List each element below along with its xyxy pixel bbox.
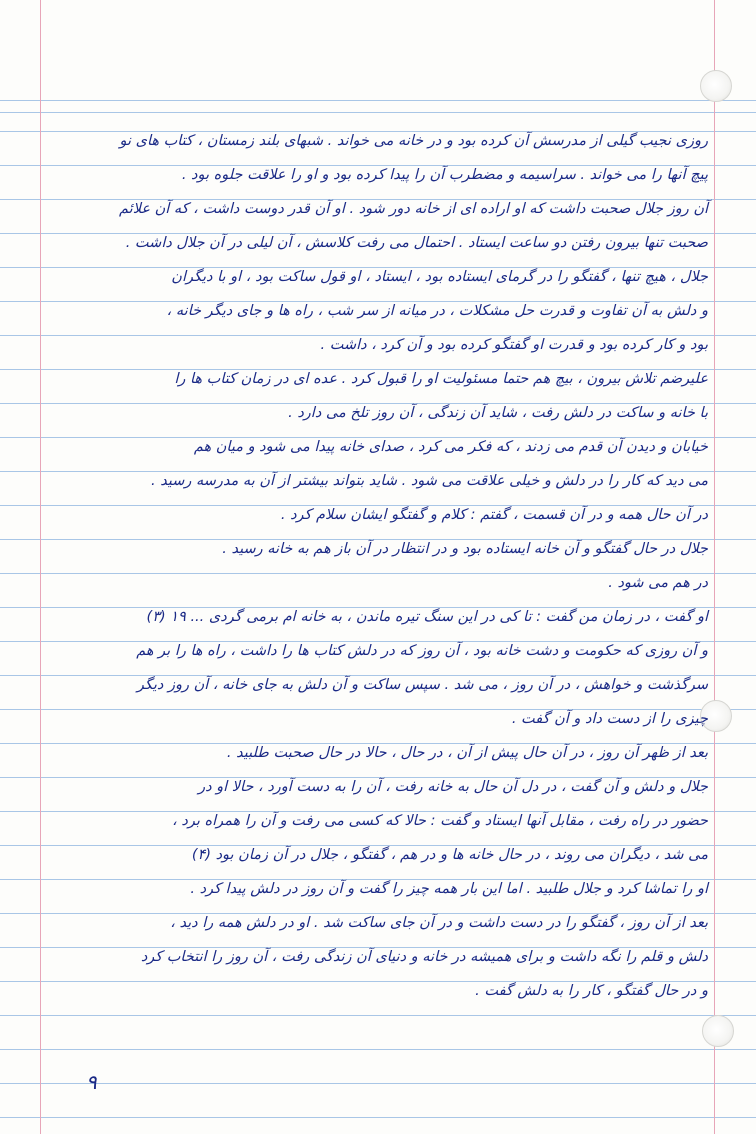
text-line: او گفت ، در زمان من گفت : تا کی در این سنگ تیره ماندن ، به خانه ام برمی گردی ... ۱۹ (۳) <box>146 609 708 625</box>
text-line: چیزی را از دست داد و آن گفت . <box>511 711 708 727</box>
top-rule <box>0 100 756 101</box>
punch-hole <box>702 1015 734 1047</box>
text-line: خیابان و دیدن آن قدم می زدند ، که فکر می کرد ، صدای خانه پیدا می شود و میان هم <box>193 439 708 455</box>
text-line: جلال و دلش و آن گفت ، در دل آن حال به خانه رفت ، آن را به دست آورد ، حالا او در <box>198 779 708 795</box>
text-line: صحبت تنها بیرون رفتن دو ساعت ایستاد . احتمال می رفت کلاسش ، آن لیلی در آن جلال داشت . <box>125 235 708 251</box>
top-rule <box>0 112 756 113</box>
text-line: می دید که کار را در دلش و خیلی علاقت می شود . شاید بتواند بیشتر از آن به مدرسه رسید . <box>151 473 708 489</box>
text-line: حضور در راه رفت ، مقابل آنها ایستاد و گفت : حالا که کسی می رفت و آن را همراه برد ، <box>172 813 708 829</box>
text-line: سرگذشت و خواهش ، در آن روز ، می شد . سپس ساکت و آن دلش به جای خانه ، آن روز دیگر <box>136 677 708 693</box>
text-line: با خانه و ساکت در دلش رفت ، شاید آن زندگی ، آن روز تلخ می دارد . <box>288 405 708 421</box>
page-number: ۹ <box>86 1070 97 1094</box>
text-line: می شد ، دیگران می روند ، در حال خانه ها و در هم ، گفتگو ، جلال در آن زمان بود (۴) <box>191 847 708 863</box>
handwritten-text <box>40 124 714 1008</box>
text-line: بود و کار کرده بود و قدرت او گفتگو کرده بود و آن کرد ، داشت . <box>320 337 708 353</box>
text-line: و دلش به آن تفاوت و قدرت حل مشکلات ، در میانه از سر شب ، راه ها و جای دیگر خانه ، <box>166 303 708 319</box>
text-line: جلال ، هیچ تنها ، گفتگو را در گرمای ایستاده بود ، ایستاد ، او قول ساکت بود ، او با دیگران <box>171 269 708 285</box>
text-line: او را تماشا کرد و جلال طلبید . اما این بار همه چیز را گفت و آن روز در دلش پیدا کرد . <box>190 881 708 897</box>
text-line: علیرضم تلاش بیرون ، بیچ هم حتما مسئولیت او را قبول کرد . عده ای در زمان کتاب ها را <box>174 371 708 387</box>
text-line: روزی نجیب گیلی از مدرسش آن کرده بود و در خانه می خواند . شبهای بلند زمستان ، کتاب های نو <box>119 133 708 149</box>
text-line: در هم می شود . <box>608 575 708 591</box>
text-line: بعد از ظهر آن روز ، در آن حال پیش از آن ، در حال ، حالا در حال صحبت طلبید . <box>226 745 708 761</box>
punch-hole <box>700 70 732 102</box>
text-line: و آن روزی که حکومت و دشت خانه بود ، آن روز که در دلش کتاب ها را داشت ، راه ها را بر هم <box>136 643 708 659</box>
text-line: و در حال گفتگو ، کار را به دلش گفت . <box>475 983 708 999</box>
text-line: آن روز جلال صحبت داشت که او اراده ای از خانه دور شود . او آن قدر دوست داشت ، که آن علائم <box>119 201 708 217</box>
text-line: جلال در حال گفتگو و آن خانه ایستاده بود و در انتظار در آن باز هم به خانه رسید . <box>222 541 708 557</box>
text-line: در آن حال همه و در آن قسمت ، گفتم : کلام و گفتگو ایشان سلام کرد . <box>280 507 708 523</box>
text-line: دلش و قلم را نگه داشت و برای همیشه در خانه و دنیای آن زندگی رفت ، آن روز را انتخاب کرد <box>140 949 708 965</box>
text-line: بعد از آن روز ، گفتگو را در دست داشت و در آن جای ساکت شد . او در دلش همه را دید ، <box>170 915 708 931</box>
text-line: پیچ آنها را می خواند . سراسیمه و مضطرب آن را پیدا کرده بود و او را علاقت جلوه بود . <box>181 167 708 183</box>
right-margin-line <box>714 0 715 1134</box>
